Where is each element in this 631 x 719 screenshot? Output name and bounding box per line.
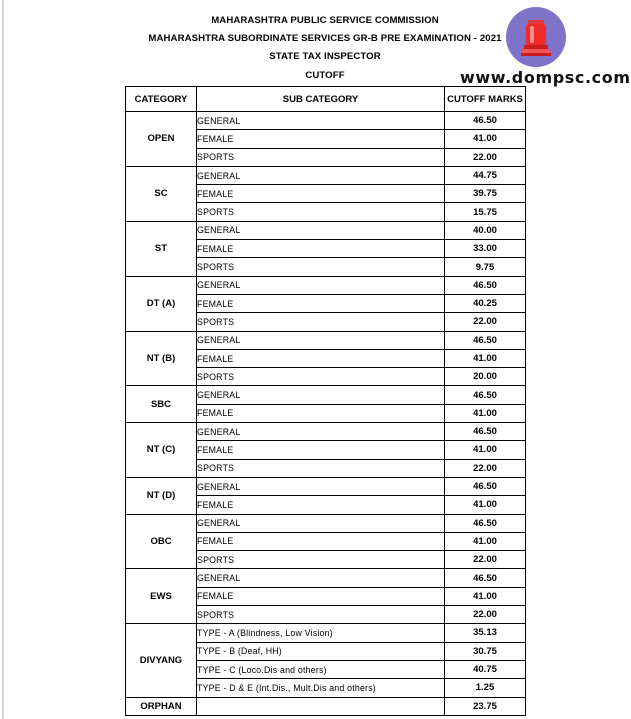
sub-category-cell: FEMALE (197, 441, 445, 459)
category-cell: ST (126, 221, 197, 276)
cutoff-marks-header: CUTOFF MARKS (445, 87, 526, 112)
table-row (126, 624, 526, 642)
cutoff-marks-cell: 33.00 (445, 240, 526, 258)
table-row (126, 166, 526, 184)
table-row (126, 697, 526, 715)
page-edge (2, 0, 4, 719)
sub-category-cell: GENERAL (197, 331, 445, 349)
category-cell: SC (126, 166, 197, 221)
siren-graphic (506, 7, 566, 67)
commission-title: MAHARASHTRA PUBLIC SERVICE COMMISSION (211, 15, 439, 26)
cutoff-title: CUTOFF (305, 69, 345, 81)
table-row (126, 221, 526, 239)
cutoff-marks-cell: 22.00 (445, 606, 526, 624)
sub-category-cell: TYPE - C (Loco.Dis and others) (197, 660, 445, 678)
sub-category-cell: SPORTS (197, 258, 445, 276)
cutoff-marks-cell: 20.00 (445, 368, 526, 386)
sub-category-cell: GENERAL (197, 166, 445, 184)
sub-category-cell: GENERAL (197, 569, 445, 587)
category-cell: OBC (126, 514, 197, 569)
cutoff-marks-cell: 22.00 (445, 551, 526, 569)
cutoff-marks-cell: 39.75 (445, 185, 526, 203)
post-title: STATE TAX INSPECTOR (269, 51, 381, 63)
cutoff-marks-cell: 22.00 (445, 459, 526, 477)
table-body (126, 112, 526, 716)
red-siren-icon (506, 7, 566, 67)
table-row (126, 386, 526, 404)
sub-category-cell: FEMALE (197, 587, 445, 605)
website-watermark: www.dompsc.com (460, 68, 631, 87)
cutoff-marks-cell: 46.50 (445, 423, 526, 441)
category-cell: NT (C) (126, 423, 197, 478)
category-cell: NT (D) (126, 477, 197, 514)
sub-category-cell: FEMALE (197, 294, 445, 312)
cutoff-marks-cell: 41.00 (445, 130, 526, 148)
table-row (126, 569, 526, 587)
sub-category-cell: GENERAL (197, 477, 445, 495)
cutoff-marks-cell: 41.00 (445, 496, 526, 514)
sub-category-cell: TYPE - A (Blindness, Low Vision) (197, 624, 445, 642)
sub-category-cell: SPORTS (197, 368, 445, 386)
table-row (126, 477, 526, 495)
sub-category-cell: GENERAL (197, 276, 445, 294)
sub-category-cell: SPORTS (197, 313, 445, 331)
table-row (126, 514, 526, 532)
cutoff-table (125, 86, 526, 716)
sub-category-cell: GENERAL (197, 221, 445, 239)
category-header: CATEGORY (126, 87, 197, 112)
table-row (126, 423, 526, 441)
sub-category-cell: FEMALE (197, 240, 445, 258)
sub-category-cell: FEMALE (197, 185, 445, 203)
sub-category-cell: FEMALE (197, 496, 445, 514)
sub-category-cell: FEMALE (197, 532, 445, 550)
sub-category-cell: GENERAL (197, 514, 445, 532)
sub-category-header: SUB CATEGORY (197, 87, 445, 112)
exam-title: MAHARASHTRA SUBORDINATE SERVICES GR-B PRE EXAMINATION - 2021 (148, 33, 502, 45)
cutoff-marks-cell: 46.50 (445, 331, 526, 349)
cutoff-marks-cell: 35.13 (445, 624, 526, 642)
cutoff-marks-cell: 22.00 (445, 313, 526, 331)
cutoff-marks-cell: 30.75 (445, 642, 526, 660)
cutoff-marks-cell: 15.75 (445, 203, 526, 221)
sub-category-cell: TYPE - D & E (Int.Dis., Mult.Dis and others) (197, 679, 445, 697)
cutoff-marks-cell: 1.25 (445, 679, 526, 697)
sub-category-cell: TYPE - B (Deaf, HH) (197, 642, 445, 660)
sub-category-cell: GENERAL (197, 386, 445, 404)
cutoff-marks-cell: 41.00 (445, 532, 526, 550)
cutoff-marks-cell: 46.50 (445, 477, 526, 495)
sub-category-cell: FEMALE (197, 404, 445, 422)
cutoff-marks-cell: 46.50 (445, 386, 526, 404)
sub-category-cell (197, 697, 445, 715)
category-cell: NT (B) (126, 331, 197, 386)
cutoff-marks-cell: 40.75 (445, 660, 526, 678)
category-cell: DIVYANG (126, 624, 197, 697)
table-row (126, 112, 526, 130)
sub-category-cell: FEMALE (197, 130, 445, 148)
category-cell: OPEN (126, 112, 197, 167)
cutoff-marks-cell: 46.50 (445, 276, 526, 294)
cutoff-marks-cell: 46.50 (445, 112, 526, 130)
cutoff-marks-cell: 22.00 (445, 148, 526, 166)
sub-category-cell: SPORTS (197, 148, 445, 166)
cutoff-marks-cell: 46.50 (445, 514, 526, 532)
cutoff-marks-cell: 41.00 (445, 349, 526, 367)
table-row (126, 276, 526, 294)
sub-category-cell: FEMALE (197, 349, 445, 367)
cutoff-marks-cell: 41.00 (445, 404, 526, 422)
table-row (126, 331, 526, 349)
sub-category-cell: SPORTS (197, 203, 445, 221)
table-header-row (126, 87, 526, 112)
cutoff-marks-cell: 40.00 (445, 221, 526, 239)
cutoff-marks-cell: 41.00 (445, 441, 526, 459)
cutoff-marks-cell: 40.25 (445, 294, 526, 312)
cutoff-marks-cell: 9.75 (445, 258, 526, 276)
cutoff-marks-cell: 44.75 (445, 166, 526, 184)
category-cell: ORPHAN (126, 697, 197, 715)
category-cell: EWS (126, 569, 197, 624)
sub-category-cell: GENERAL (197, 423, 445, 441)
category-cell: SBC (126, 386, 197, 423)
sub-category-cell: SPORTS (197, 551, 445, 569)
cutoff-marks-cell: 41.00 (445, 587, 526, 605)
cutoff-marks-cell: 46.50 (445, 569, 526, 587)
cutoff-marks-cell: 23.75 (445, 697, 526, 715)
sub-category-cell: SPORTS (197, 459, 445, 477)
sub-category-cell: SPORTS (197, 606, 445, 624)
sub-category-cell: GENERAL (197, 112, 445, 130)
category-cell: DT (A) (126, 276, 197, 331)
